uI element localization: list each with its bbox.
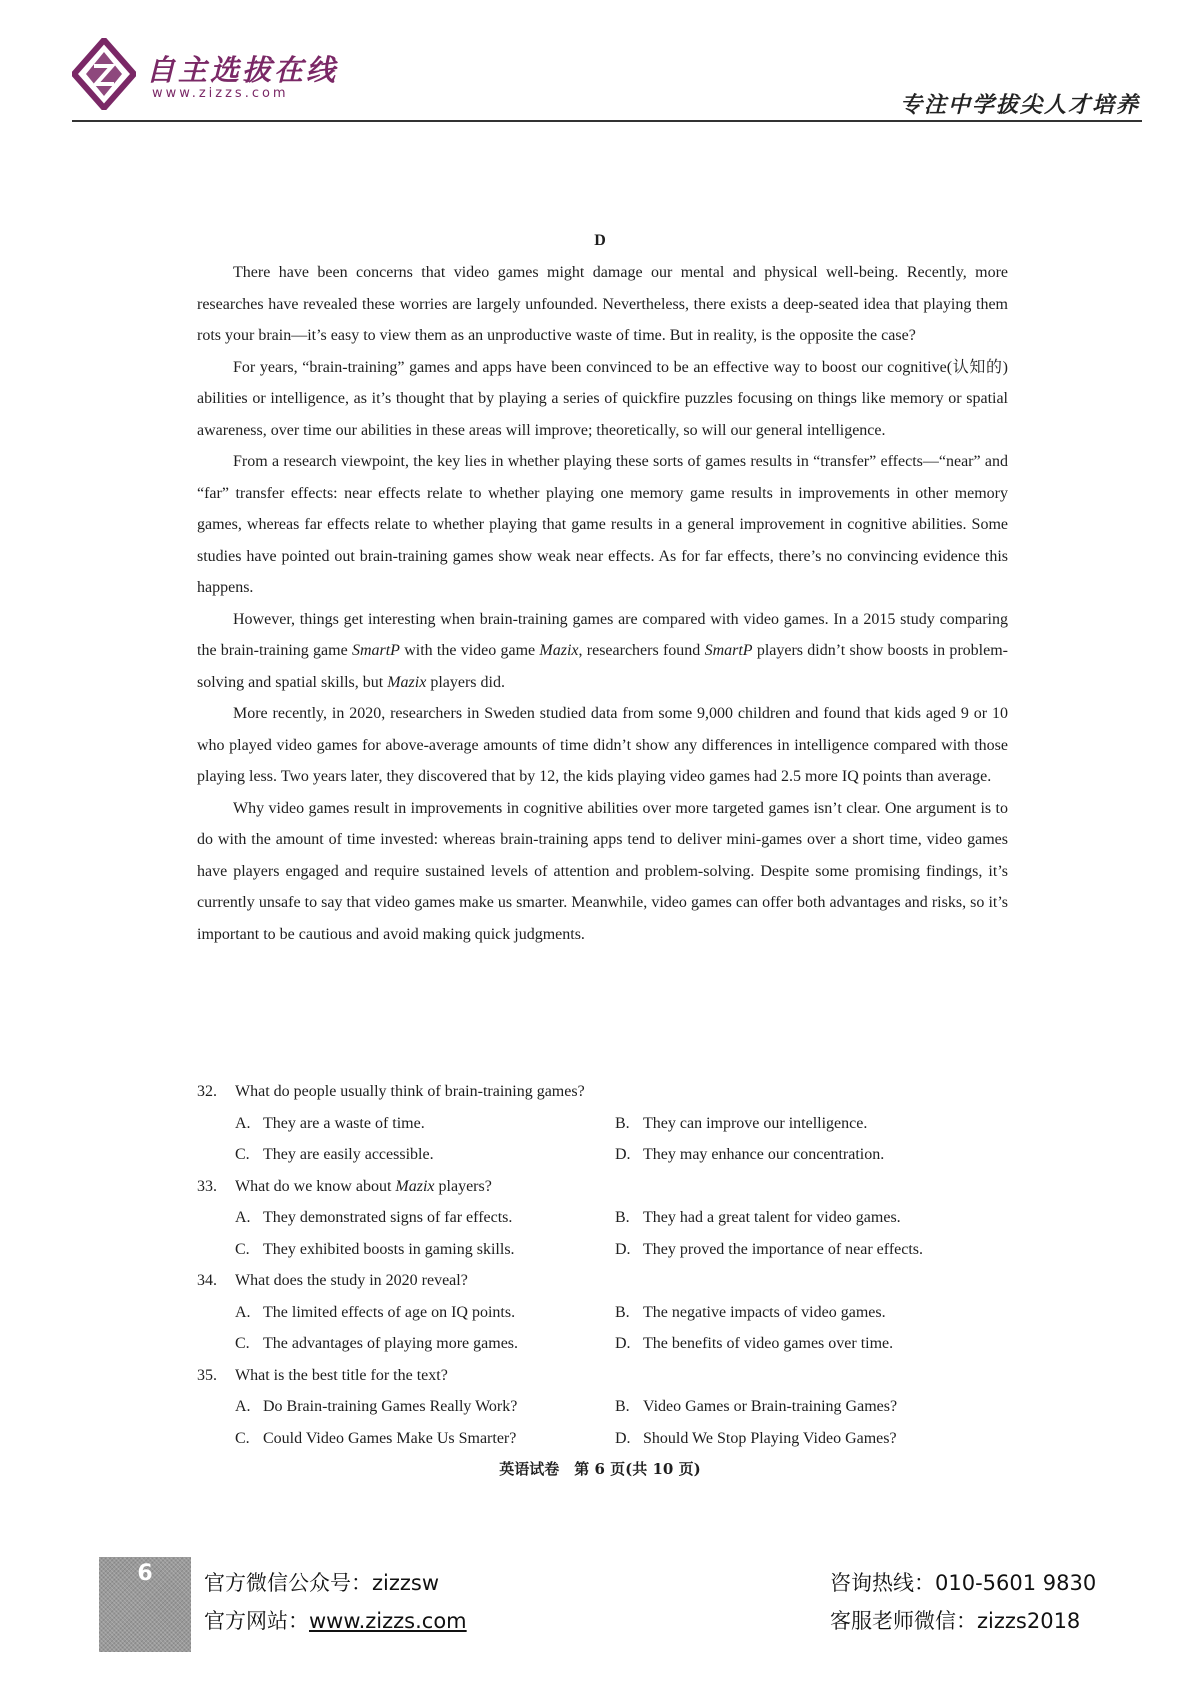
paragraph-6: Why video games result in improvements in cognitive abilities over more targeted games isn’t clear. One argument is to do with the amount of time invested: whereas brain-training apps tend to deliver mini-games over a short time, video games have players engaged and require sustained levels of attention and problem-solving. Despite some promising findings, it’s currently unsafe to say that video games make us smarter. Meanwhile, video games can offer both advantages and risks, so it’s important to be cautious and avoid making quick judgments. bbox=[197, 799, 1008, 943]
website-link[interactable]: www.zizzs.com bbox=[309, 1609, 467, 1633]
question-stem: 34. What does the study in 2020 reveal? bbox=[197, 1272, 468, 1289]
answer-option: C. They are easily accessible. bbox=[235, 1146, 434, 1163]
page-number: 6 bbox=[137, 1561, 153, 1586]
paragraph-3: From a research viewpoint, the key lies in whether playing these sorts of games results in “transfer” effects—“near” and “far” transfer effects: near effects relate to whether playing one memory game results in improvements in other memory games, whereas far effects relate to whether playing that game results in a general improvement in cognitive abilities. Some studies have pointed out brain-training games show weak near effects. As for far effects, there’s no convincing evidence this happens. bbox=[197, 453, 1008, 596]
answer-option: B. Video Games or Brain-training Games? bbox=[615, 1398, 898, 1415]
paragraph-1: There have been concerns that video games might damage our mental and physical well-being. Recently, more researches have revealed these worries are largely unfounded. Nevertheless, there exists a deep-seated idea that playing them rots your brain—it’s easy to view them as an unproductive waste of time. But in reality, is the opposite the case? bbox=[197, 264, 1008, 344]
paragraph-5: More recently, in 2020, researchers in Sweden studied data from some 9,000 children and found that kids aged 9 or 10 who played video games for above-average amounts of time didn’t show any differences in intelligence compared with those playing less. Two years later, they discovered that by 12, the kids playing video games had 2.5 more IQ points than average. bbox=[197, 705, 1008, 785]
question-stem: 32. What do people usually think of brain-training games? bbox=[197, 1083, 585, 1100]
answer-option: D. Should We Stop Playing Video Games? bbox=[615, 1429, 897, 1447]
question-stem: 33. What do we know about Mazix players? bbox=[197, 1177, 492, 1195]
answer-option: C. Could Video Games Make Us Smarter? bbox=[235, 1429, 517, 1447]
answer-option: B. They had a great talent for video games. bbox=[615, 1209, 901, 1226]
brand-name: 自主选拔在线 bbox=[146, 53, 339, 87]
wechat-account: 官方微信公众号：zizzsw bbox=[204, 1571, 440, 1595]
answer-option: B. The negative impacts of video games. bbox=[615, 1303, 886, 1321]
section-letter: D bbox=[594, 232, 606, 249]
official-website: 官方网站：www.zizzs.com bbox=[204, 1609, 467, 1633]
answer-option: C. They exhibited boosts in gaming skills. bbox=[235, 1240, 515, 1258]
header-divider bbox=[72, 120, 1142, 122]
paragraph-4: However, things get interesting when brain-training games are compared with video games. In a 2015 study comparing the brain-training game SmartP with the video game Mazix, researchers found SmartP players didn’t show boosts in problem-solving and spatial skills, but Mazix players did. bbox=[197, 610, 1009, 691]
game-name-mazix: Mazix bbox=[539, 642, 579, 659]
answer-option: C. The advantages of playing more games. bbox=[235, 1335, 519, 1352]
hotline: 咨询热线：010-5601 9830 bbox=[830, 1571, 1097, 1595]
reading-passage bbox=[197, 257, 1008, 950]
answer-option: D. They proved the importance of near effects. bbox=[615, 1240, 924, 1258]
header-slogan: 专注中学拔尖人才培养 bbox=[899, 92, 1140, 118]
game-name-smartp: SmartP bbox=[351, 642, 400, 659]
service-wechat: 客服老师微信：zizzs2018 bbox=[830, 1609, 1081, 1633]
brand-url: www.zizzs.com bbox=[152, 86, 289, 101]
answer-option: A. They are a waste of time. bbox=[235, 1114, 425, 1132]
paragraph-2: For years, “brain-training” games and apps have been convinced to be an effective way to boost our cognitive(认知的) abilities or intelligence, as it’s thought that by playing a series of quickfire puzzles focusing on things like memory or spatial awareness, over time our abilities in these areas will improve; theoretically, so will our general intelligence. bbox=[197, 358, 1008, 439]
exam-page-footer: 英语试卷 第 6 页(共 10 页) bbox=[499, 1460, 701, 1478]
answer-option: D. They may enhance our concentration. bbox=[615, 1146, 885, 1163]
page-number-tab bbox=[99, 1557, 191, 1652]
brand-logo-icon bbox=[72, 38, 136, 110]
answer-option: A. They demonstrated signs of far effects. bbox=[235, 1209, 513, 1226]
answer-option: B. They can improve our intelligence. bbox=[615, 1114, 868, 1132]
answer-option: A. The limited effects of age on IQ points. bbox=[235, 1303, 516, 1321]
answer-option: A. Do Brain-training Games Really Work? bbox=[235, 1398, 518, 1415]
answer-option: D. The benefits of video games over time. bbox=[615, 1335, 894, 1352]
question-stem: 35. What is the best title for the text? bbox=[197, 1366, 448, 1384]
question-list bbox=[197, 1076, 1008, 1454]
